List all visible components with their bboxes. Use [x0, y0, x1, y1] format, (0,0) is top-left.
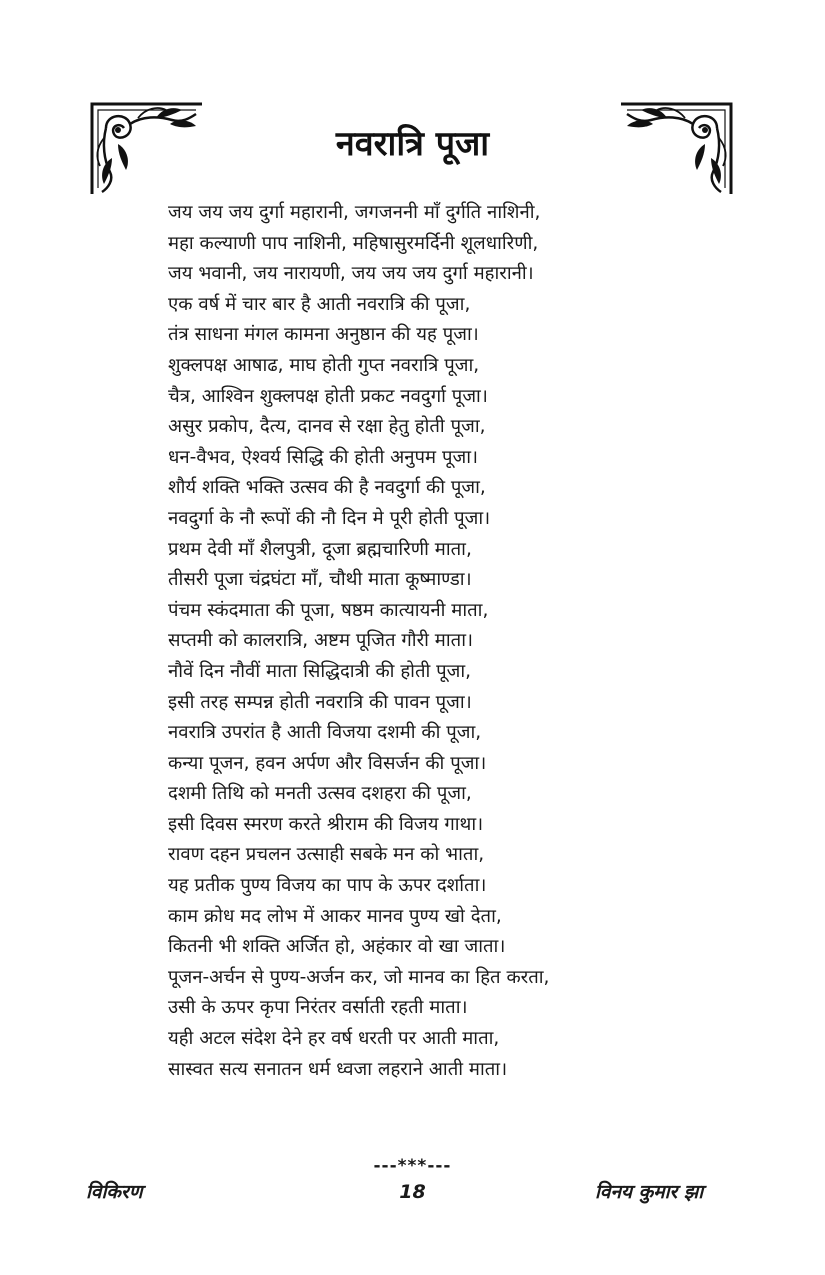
poem-line: कितनी भी शक्ति अर्जित हो, अहंकार वो खा जाता। — [168, 936, 506, 958]
poem-line: उसी के ऊपर कृपा निरंतर वर्साती रहती माता। — [168, 997, 468, 1019]
poem-body — [168, 198, 688, 1085]
poem-line: पंचम स्कंदमाता की पूजा, षष्ठम कात्यायनी माता, — [168, 599, 489, 621]
poem-line: सास्वत सत्य सनातन धर्म ध्वजा लहराने आती माता। — [168, 1058, 508, 1080]
poem-line: दशमी तिथि को मनती उत्सव दशहरा की पूजा, — [168, 783, 472, 805]
poem-line: कन्या पूजन, हवन अर्पण और विसर्जन की पूजा। — [168, 752, 487, 774]
poem-line: इसी तरह सम्पन्न होती नवरात्रि की पावन पूजा। — [168, 691, 472, 713]
poem-line: शौर्य शक्ति भक्ति उत्सव की है नवदुर्गा की पूजा, — [168, 477, 486, 499]
poem-line: तंत्र साधना मंगल कामना अनुष्ठान की यह पूजा। — [168, 324, 479, 346]
poem-line: महा कल्याणी पाप नाशिनी, महिषासुरमर्दिनी शूलधारिणी, — [168, 232, 539, 254]
poem-line: प्रथम देवी माँ शैलपुत्री, दूजा ब्रह्मचारिणी माता, — [168, 538, 472, 560]
poem-line: काम क्रोध मद लोभ में आकर मानव पुण्य खो देता, — [168, 905, 502, 927]
poem-line: यही अटल संदेश देने हर वर्ष धरती पर आती माता, — [168, 1028, 500, 1050]
poem-line: इसी दिवस स्मरण करते श्रीराम की विजय गाथा। — [168, 813, 484, 835]
poem-line: नवरात्रि उपरांत है आती विजया दशमी की पूजा, — [168, 722, 482, 744]
poem-line: रावण दहन प्रचलन उत्साही सबके मन को भाता, — [168, 844, 485, 866]
poem-line: जय भवानी, जय नारायणी, जय जय जय दुर्गा महारानी। — [168, 263, 534, 285]
poem-line: शुक्लपक्ष आषाढ, माघ होती गुप्त नवरात्रि पूजा, — [168, 354, 480, 376]
poem-line: धन-वैभव, ऐश्वर्य सिद्धि की होती अनुपम पूजा। — [168, 446, 479, 468]
poem-line: नौवें दिन नौवीं माता सिद्धिदात्री की होती पूजा, — [168, 660, 472, 682]
section-separator: ---***--- — [373, 1156, 452, 1176]
poem-line: यह प्रतीक पुण्य विजय का पाप के ऊपर दर्शाता। — [168, 875, 487, 897]
poem-line: चैत्र, आश्विन शुक्लपक्ष होती प्रकट नवदुर्गा पूजा। — [168, 385, 488, 407]
poem-line: एक वर्ष में चार बार है आती नवरात्रि की पूजा, — [168, 293, 471, 315]
footer-author: विनय कुमार झा — [595, 1181, 704, 1203]
poem-line: जय जय जय दुर्गा महारानी, जगजननी माँ दुर्गति नाशिनी, — [168, 202, 541, 223]
poem-line: नवदुर्गा के नौ रूपों की नौ दिन मे पूरी होती पूजा। — [168, 507, 491, 529]
footer-book-title: विकिरण — [86, 1181, 143, 1203]
poem-line: सप्तमी को कालरात्रि, अष्टम पूजित गौरी माता। — [168, 630, 474, 652]
footer-page-number: 18 — [399, 1181, 426, 1203]
page-title: नवरात्रि पूजा — [335, 124, 490, 164]
poem-line: असुर प्रकोप, दैत्य, दानव से रक्षा हेतु होती पूजा, — [168, 416, 486, 438]
poem-line: तीसरी पूजा चंद्रघंटा माँ, चौथी माता कूष्माण्डा। — [168, 569, 472, 591]
poem-line: पूजन-अर्चन से पुण्य-अर्जन कर, जो मानव का हित करता, — [168, 966, 550, 988]
